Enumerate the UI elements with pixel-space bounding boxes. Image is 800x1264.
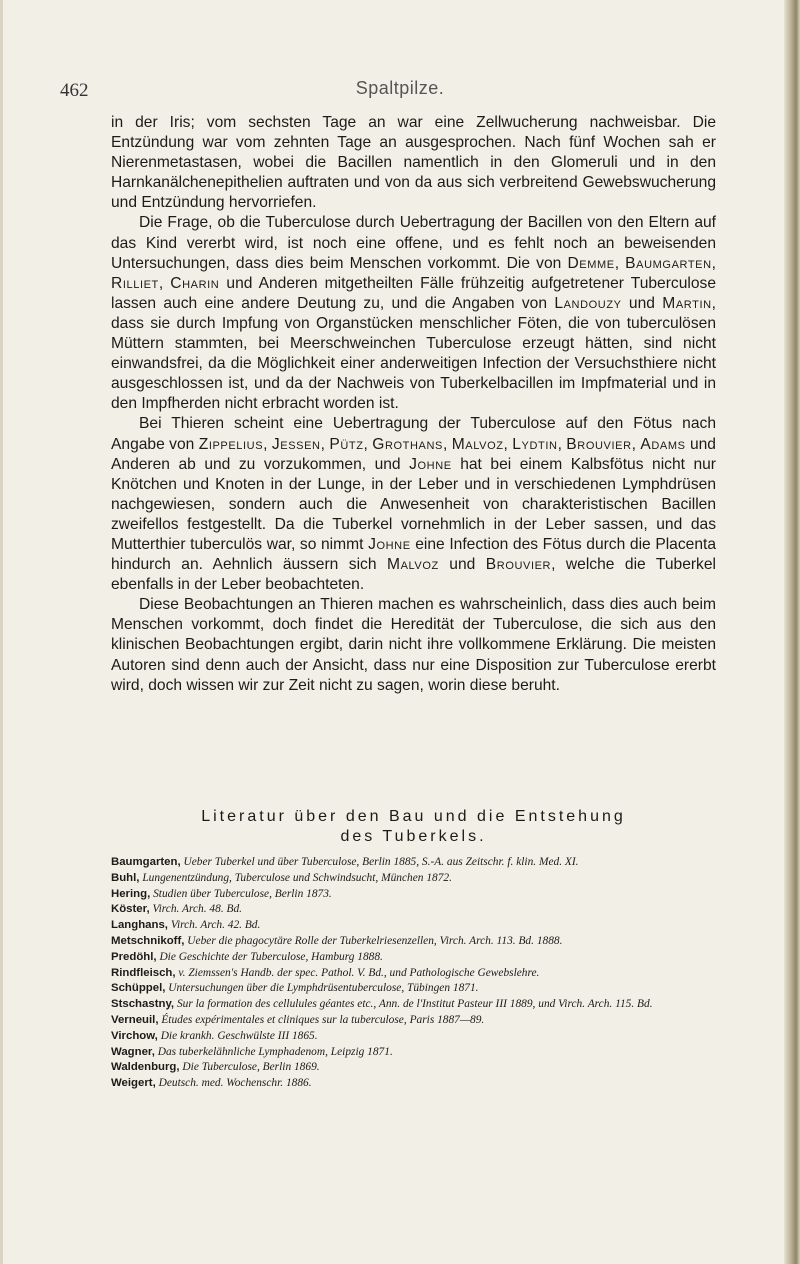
reference-item [111,902,721,918]
author-name: Demme [567,254,615,272]
paragraph [111,414,716,595]
author-name: Charin [170,274,220,292]
reference-source: Studien über Tuberculose, Berlin 1873. [153,887,332,900]
reference-author: Stschastny, [111,998,175,1011]
author-name: Brouvier [485,556,552,574]
reference-author: Metschnikoff, [111,934,185,947]
text-run: , welche die Tuberkel ebenfalls in der Leber beobachteten. [111,556,716,594]
page-right-edge [784,0,800,1264]
text-run: und [621,294,663,312]
author-name: Brouvier [566,435,632,453]
text-run: und [438,556,486,574]
text-run: Bei Thieren scheint eine Uebertragung der Tuberculose auf den Fötus nach Angabe von [111,415,716,453]
reference-author: Langhans, [111,919,168,932]
reference-item [111,950,721,966]
reference-author: Buhl, [111,871,140,884]
reference-source: Das tuberkelähnliche Lymphadenom, Leipzig 1871. [157,1045,393,1058]
reference-source: Sur la formation des cellulules géantes etc., Ann. de l'Institut Pasteur III 1889, und Virch. Arch. 115. Bd. [176,998,653,1011]
literature-title-line1: Literatur über den Bau und die Entstehung [201,808,626,825]
paragraph [111,213,716,414]
reference-source: Ueber Tuberkel und über Tuberculose, Berlin 1885, S.-A. aus Zeitschr. f. klin. Med. XI. [183,856,579,868]
author-name: Martin [662,294,712,312]
reference-item [111,887,721,903]
reference-author: Weigert, [111,1077,156,1090]
reference-list [111,855,721,1092]
reference-author: Schüppel, [111,982,166,995]
text-run: Diese Beobachtungen an Thieren machen es wahrscheinlich, dass dies auch beim Menschen vorkommt, doch findet die Heredität der Tuberculose, die sich aus den klinischen Beobachtungen ergibt, darin nicht ihre vollkommene Erklärung. Die meisten Autoren sind denn auch der Ansicht, dass nur eine Disposition zur Tuberculose ererbt wird, doch wissen wir zur Zeit nicht zu sagen, worin diese beruht. [111,596,716,694]
author-name: Lydtin [512,435,558,453]
text-run: , [557,435,567,453]
reference-source: Die krankh. Geschwülste III 1865. [160,1029,318,1042]
author-name: Malvoz [386,556,439,574]
reference-source: Untersuchungen über die Lymphdrüsentuberculose, Tübingen 1871. [168,982,479,995]
text-run: eine Infection des Fötus durch die Placenta hindurch an. Aehnlich äussern sich [111,535,717,574]
reference-item [111,855,721,871]
reference-author: Köster, [111,903,150,916]
author-name: Rilliet [111,274,159,292]
text-run: , [320,435,330,453]
reference-item [111,1029,721,1045]
text-run: , [442,435,452,453]
text-run: hat bei einem Kalbsfötus nicht nur Knötchen und Knoten in der Lunge, in der Leber und in verschiedenen Lymphdrüsen nachgewiesen, sondern auch die Anwesenheit von charakteristischen Bacillen zweifellos festgestellt. Da die Tuberkel vornehmlich in der Leber sassen, und das Mutterthier tuberculös war, so nimmt [111,455,717,553]
paragraph [111,113,716,213]
reference-item [111,934,721,950]
author-name: Landouzy [554,294,622,312]
author-name: Adams [640,435,686,453]
reference-source: Virch. Arch. 48. Bd. [152,903,243,916]
reference-item [111,997,721,1013]
reference-source: Lungenentzündung, Tuberculose und Schwindsucht, München 1872. [142,871,452,884]
reference-author: Rindfleisch, [111,966,176,979]
text-run: und Anderen ab und zu vorzukommen, und [111,435,716,473]
paragraph [111,595,716,695]
reference-item [111,981,721,997]
reference-author: Baumgarten, [111,856,181,868]
author-name: Zippelius [198,435,264,453]
page-header [0,76,800,106]
reference-author: Hering, [111,887,151,900]
reference-item [111,1013,721,1029]
text-run: und Anderen mitgetheilten Fälle frühzeitig aufgetretener Tuberculose lassen auch eine andere Deutung zu, und die Angaben von [111,274,716,312]
reference-item [111,918,721,934]
author-name: Johne [368,535,411,553]
author-name: Baumgarten [625,254,712,272]
author-name: Jessen [271,435,321,453]
author-name: Johne [409,455,452,473]
reference-author: Waldenburg, [111,1061,180,1074]
literature-title [111,807,716,847]
author-name: Pütz [329,435,364,453]
reference-source: Virch. Arch. 42. Bd. [170,919,261,932]
reference-source: Ueber die phagocytäre Rolle der Tuberkelriesenzellen, Virch. Arch. 113. Bd. 1888. [187,934,563,947]
reference-author: Predöhl, [111,950,157,963]
page-number: 462 [60,80,89,101]
page-left-edge [0,0,3,1264]
running-title: Spaltpilze. [355,78,445,98]
text-run: , [711,254,716,272]
reference-author: Verneuil, [111,1013,159,1026]
reference-source: Deutsch. med. Wochenschr. 1886. [158,1077,312,1090]
literature-title-line2: des Tuberkels. [340,828,487,845]
reference-source: v. Ziemssen's Handb. der spec. Pathol. V. Bd., und Pathologische Gewebslehre. [178,966,540,979]
author-name: Grothans [372,435,443,453]
reference-source: Études expérimentales et cliniques sur la tuberculose, Paris 1887—89. [161,1013,485,1026]
reference-author: Wagner, [111,1045,155,1058]
text-run: , dass sie durch Impfung von Organstücken menschlicher Föten, die von tuberculösen Müttern stammten, bei Meerschweinchen Tuberculose erzeugt hätten, sind nicht einwandsfrei, da die Möglichkeit einer anderweitigen Infection der Versuchsthiere nicht ausgeschlossen ist, und da der Nachweis von Tuberkelbacillen im Impfmaterial und in den Impfherden nicht erbracht worden ist. [111,294,716,413]
body-text [111,113,716,696]
reference-source: Die Geschichte der Tuberculose, Hamburg 1888. [159,950,383,963]
text-run: , [614,254,626,272]
reference-source: Die Tuberculose, Berlin 1869. [182,1061,320,1074]
text-run: , [158,274,171,292]
text-run: , [631,435,641,453]
text-run: , [263,435,272,453]
text-run: in der Iris; vom sechsten Tage an war eine Zellwucherung nachweisbar. Die Entzündung war vom zehnten Tage an ausgesprochen. Nach fünf Wochen sah er Nierenmetastasen, wobei die Bacillen namentlich in den Glomeruli und in den Harnkanälchenepithelien auftraten und von da aus sich verbreitend Gewebswucherung und Entzündung hervorriefen. [111,114,716,212]
reference-item [111,1060,721,1076]
text-run: Die Frage, ob die Tuberculose durch Uebertragung der Bacillen von den Eltern auf das Kind vererbt wird, ist noch eine offene, und es fehlt noch an beweisenden Untersuchungen, dass dies beim Menschen vorkommt. Die von [111,214,716,272]
reference-item [111,966,721,982]
reference-item [111,871,721,887]
text-run: , [503,435,513,453]
reference-item [111,1076,721,1092]
reference-author: Virchow, [111,1029,158,1042]
author-name: Malvoz [451,435,504,453]
reference-item [111,1045,721,1061]
text-run: , [363,435,373,453]
